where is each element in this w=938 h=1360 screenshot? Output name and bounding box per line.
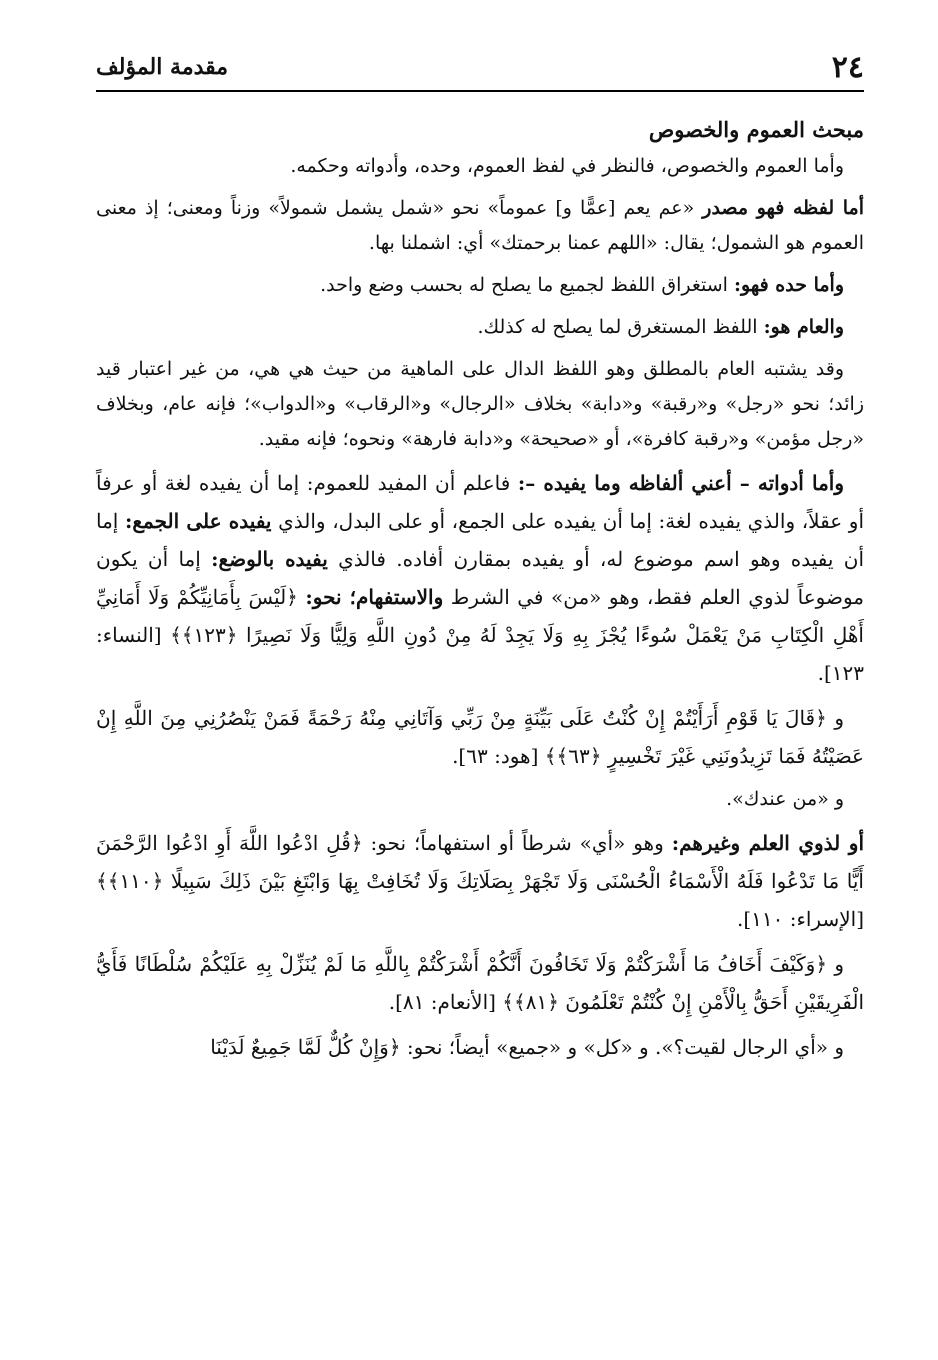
quran-verse: ﴿لَيْسَ بِأَمَانِيِّكُمْ وَلَا أَمَانِيِّ أَهْلِ الْكِتَابِ مَنْ يَعْمَلْ سُوءًا يُجْزَ بِهِ وَلَا يَجِدْ لَهُ مِنْ دُونِ اللَّهِ وَلِيًّا وَلَا نَصِيرًا ﴿١٢٣﴾﴾ [النساء: ١٢٣]. — [96, 585, 864, 685]
paragraph-absolute-vs-general: وقد يشتبه العام بالمطلق وهو اللفظ الدال على الماهية من حيث هي هي، من غير اعتبار قيد زائد؛ نحو «رجل» و«رقبة» و«دابة» بخلاف «الرجال» و«الرقاب» و«الدواب»؛ فإنه عام، وبخلاف «رجل مؤمن» و«رقبة كافرة»، أو «صحيحة» و«دابة فارهة» ونحوه؛ فإنه مقيد. — [96, 358, 864, 450]
paragraph-kull-jami: و «أي الرجال لقيت؟». و «كل» و «جميع» أيضاً؛ نحو: ﴿وَإِنْ كُلٌّ لَمَّا جَمِيعٌ لَدَيْنَا — [210, 1035, 844, 1059]
paragraph-min-indak: و «من عندك». — [726, 788, 844, 810]
page-number: ٢٤ — [831, 50, 864, 85]
paragraph-verse-anam: و ﴿وَكَيْفَ أَخَافُ مَا أَشْرَكْتُمْ وَلَا تَخَافُونَ أَنَّكُمْ أَشْرَكْتُمْ بِاللَّهِ مَا لَمْ يُنَزِّلْ بِهِ عَلَيْكُمْ سُلْطَانًا فَأَيُّ الْفَرِيقَيْنِ أَحَقُّ بِالْأَمْنِ إِنْ كُنْتُمْ تَعْلَمُونَ ﴿٨١﴾﴾ [الأنعام: ٨١]. — [96, 952, 864, 1014]
section-heading: مبحث العموم والخصوص — [648, 117, 864, 142]
paragraph-definition — [96, 268, 864, 303]
paragraph-lead: والعام هو: — [763, 316, 844, 338]
bold-term: والاستفهام؛ نحو: — [305, 585, 444, 609]
paragraph-text: «عم يعم [عمًّا و] عموماً» نحو «شمل يشمل شمولاً» وزناً ومعنى؛ إذ معنى العموم هو الشمول؛ يقال: «اللهم عمنا برحمتك» أي: اشملنا بها. — [96, 197, 864, 254]
bold-term: يفيده على الجمع: — [124, 509, 272, 533]
paragraph-lead: وأما حده فهو: — [734, 274, 844, 296]
page-body — [96, 112, 864, 1073]
paragraph-verse-hud: و ﴿قَالَ يَا قَوْمِ أَرَأَيْتُمْ إِنْ كُنْتُ عَلَى بَيِّنَةٍ مِنْ رَبِّي وَآتَانِي مِنْهُ رَحْمَةً فَمَنْ يَنْصُرُنِي مِنَ اللَّهِ إِنْ عَصَيْتُهُ فَمَا تَزِيدُونَنِي غَيْرَ تَخْسِيرٍ ﴿٦٣﴾﴾ [هود: ٦٣]. — [96, 706, 864, 768]
running-title: مقدمة المؤلف — [96, 54, 229, 80]
paragraph-text: استغراق اللفظ لجميع ما يصلح له بحسب وضع واحد. — [320, 274, 734, 296]
paragraph-text: اللفظ المستغرق لما يصلح له كذلك. — [477, 316, 764, 338]
paragraph-text: وهو «أي» شرطاً أو استفهاماً؛ نحو: ﴿قُلِ ادْعُوا اللَّهَ أَوِ ادْعُوا الرَّحْمَنَ أَيًّا مَا تَدْعُوا فَلَهُ الْأَسْمَاءُ الْحُسْنَى وَلَا تَجْهَرْ بِصَلَاتِكَ وَلَا تُخَافِتْ بِهَا وَابْتَغِ بَيْنَ ذَلِكَ سَبِيلًا ﴿١١٠﴾﴾ [الإسراء: ١١٠]. — [96, 831, 864, 931]
paragraph-lead: أو لذوي العلم وغيرهم: — [671, 831, 865, 855]
paragraph-lead: وأما أدواته – أعني ألفاظه وما يفيده –: — [517, 471, 844, 495]
page-header — [96, 44, 864, 92]
paragraph-text: إما أن يفيده وهو اسم موضوع له، أو يفيده بمقارن أفاده. فالذي — [96, 509, 865, 571]
intro-paragraph: وأما العموم والخصوص، فالنظر في لفظ العموم، وحده، وأدواته وحكمه. — [290, 155, 844, 177]
paragraph-word-definition — [96, 191, 864, 261]
paragraph-ayy — [96, 824, 864, 938]
paragraph-tools — [96, 464, 864, 692]
paragraph-text: إما أن يكون موضوعاً لذوي العلم فقط، وهو «من» في الشرط — [96, 547, 864, 609]
paragraph-lead: أما لفظه فهو مصدر — [702, 197, 864, 219]
paragraph-general-term — [96, 310, 864, 345]
bold-term: يفيده بالوضع: — [211, 547, 328, 571]
paragraph-text: فاعلم أن المفيد للعموم: إما أن يفيده لغة أو عرفاً أو عقلاً، والذي يفيده لغة: إما أن يفيده على الجمع، أو على البدل، والذي — [96, 471, 864, 533]
